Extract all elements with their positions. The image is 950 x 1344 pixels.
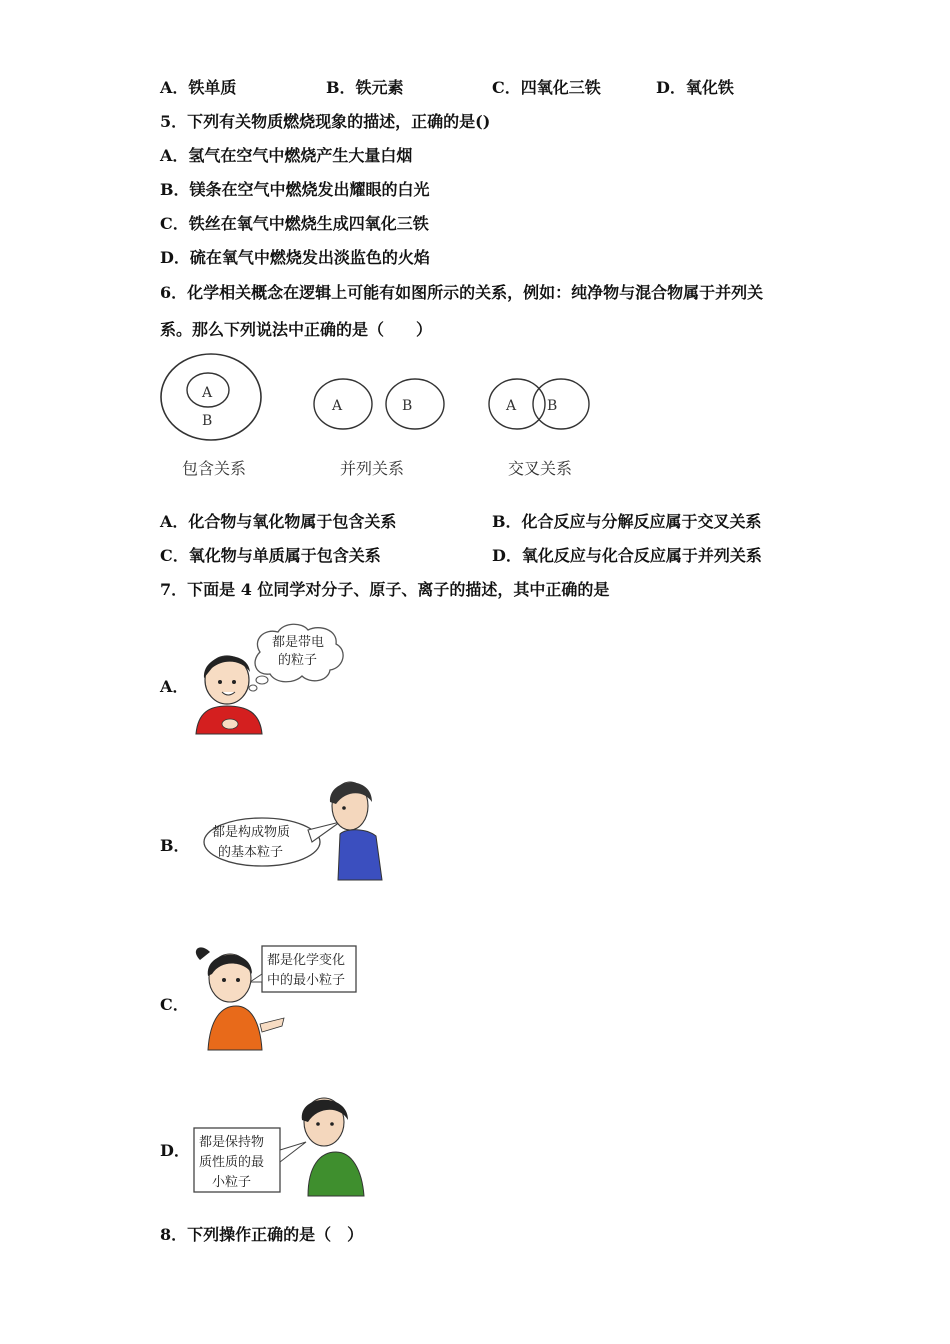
hands <box>222 719 238 729</box>
student-d-illustration <box>190 1090 375 1200</box>
student-b-illustration <box>190 772 390 882</box>
bubble-c-line1: 都是化学变化 <box>267 953 346 968</box>
label-b: B <box>202 413 213 429</box>
caption-parallel: 并列关系 <box>340 459 405 478</box>
q7-option-c-label: C． <box>160 995 189 1014</box>
label-a: A <box>332 398 343 414</box>
bubble-c-line2: 中的最小粒子 <box>267 973 346 988</box>
q7-stem: 7．下面是 4 位同学对分子、原子、离子的描述，其中正确的是 <box>160 580 610 599</box>
caption-cross: 交叉关系 <box>508 459 573 478</box>
q5-option-a: A．氢气在空气中燃烧产生大量白烟 <box>160 146 413 165</box>
shirt <box>308 1152 364 1196</box>
bubble-dot <box>249 685 257 691</box>
bubble-d-line1: 都是保持物 <box>199 1135 265 1150</box>
ponytail <box>196 947 210 960</box>
q4-option-b: B．铁元素 <box>326 78 404 97</box>
containment-diagram <box>158 350 268 445</box>
q8-stem: 8．下列操作正确的是（ ） <box>160 1225 364 1244</box>
bubble-a-line2: 的粒子 <box>278 653 318 668</box>
q7-option-a-label: A． <box>160 677 189 696</box>
label-a: A <box>506 398 517 414</box>
q6-option-b: B．化合反应与分解反应属于交叉关系 <box>492 512 762 531</box>
q5-option-c: C．铁丝在氧气中燃烧生成四氧化三铁 <box>160 214 429 233</box>
label-a: A <box>202 385 213 401</box>
q6-stem-line2: 系。那么下列说法中正确的是（ ） <box>160 320 433 339</box>
hand <box>260 1018 284 1032</box>
q5-option-b: B．镁条在空气中燃烧发出耀眼的白光 <box>160 180 430 199</box>
student-a-illustration <box>190 622 350 742</box>
q6-option-c: C．氧化物与单质属于包含关系 <box>160 546 381 565</box>
label-b: B <box>402 398 413 414</box>
q6-option-a: A．化合物与氧化物属于包含关系 <box>160 512 397 531</box>
label-b: B <box>547 398 558 414</box>
bubble-b-line1: 都是构成物质 <box>212 825 291 840</box>
q7-option-d-label: D． <box>160 1141 190 1160</box>
parallel-diagram <box>312 376 448 434</box>
q6-option-d: D．氧化反应与化合反应属于并列关系 <box>492 546 762 565</box>
cross-diagram <box>486 376 594 434</box>
q7-option-b-label: B． <box>160 836 190 855</box>
shirt <box>338 830 382 880</box>
q5-option-d: D．硫在氧气中燃烧发出淡监色的火焰 <box>160 248 430 267</box>
caption-contain: 包含关系 <box>182 459 247 478</box>
circle-b <box>386 379 444 429</box>
circle-a <box>314 379 372 429</box>
bubble-dot <box>256 676 268 684</box>
q4-option-c: C．四氧化三铁 <box>492 78 601 97</box>
student-c-illustration <box>190 940 365 1055</box>
bubble-d-line3: 小粒子 <box>212 1175 252 1190</box>
shirt <box>208 1006 262 1050</box>
q6-stem-line1: 6．化学相关概念在逻辑上可能有如图所示的关系，例如：纯净物与混合物属于并列关 <box>160 283 764 302</box>
bubble-a-line1: 都是带电 <box>272 635 325 650</box>
q4-option-a: A．铁单质 <box>160 78 237 97</box>
bubble-b-line2: 的基本粒子 <box>218 845 284 860</box>
q4-option-d: D．氧化铁 <box>656 78 734 97</box>
q5-stem: 5．下列有关物质燃烧现象的描述，正确的是() <box>160 112 491 131</box>
circle-b <box>533 379 589 429</box>
bubble-d-line2: 质性质的最 <box>199 1155 265 1170</box>
circle-a <box>489 379 545 429</box>
